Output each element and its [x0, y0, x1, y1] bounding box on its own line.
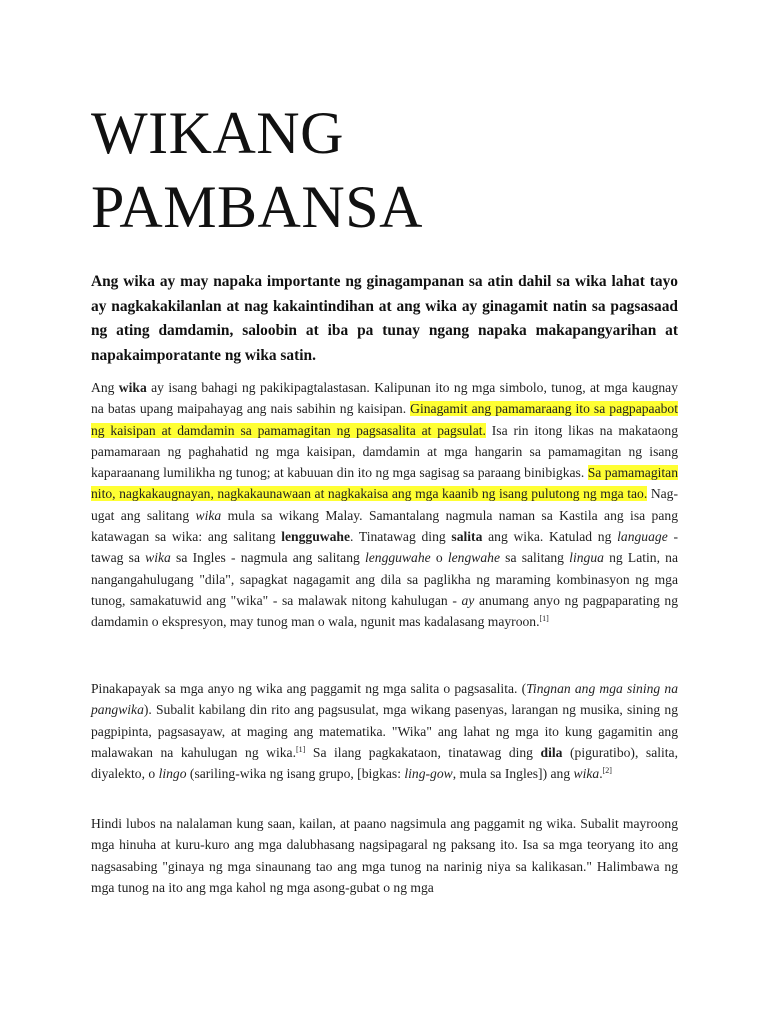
- bold-term-lengguwahe: lengguwahe: [281, 529, 350, 545]
- text-run: ). Subalit kabilang din rito ang pagsusulat, mga wikang pasenyas, larangan ng musika, sining ng pagpipinta, pagsasayaw, at maging ang matematika. "Wika" ang lahat ng mga ito kung gagamitin ang malawakan na kahulugan ng wika.: [91, 702, 678, 760]
- citation-1[interactable]: [1]: [296, 744, 306, 754]
- italic-term: wika: [573, 766, 600, 782]
- text-run: Hindi lubos na nalalaman kung saan, kailan, at paano nagsimula ang paggamit ng wika. Subalit mayroong mga hinuha at kuru-kuro ang mga dalubhasang nagsipagaral ng paksang ito. Isa sa mga teoryang ito ang nagsasabing "ginaya ng mga sinaunang tao ang mga tunog na narinig niya sa kalikasan." Halimbawa ng mga tunog na ito ang mga kahol ng mga asong-gubat o ng mga: [91, 816, 678, 895]
- italic-term: wika: [145, 550, 171, 566]
- text-run: Ang: [91, 380, 119, 395]
- text-run: anumang anyo ng pagpaparating ng damdamin o ekspresyon, may tunog man o wala, ngunit mas kadalasang mayroon.: [91, 592, 679, 630]
- italic-term: ay: [461, 592, 475, 608]
- text-run: sa Ingles - nagmula ang salitang: [170, 550, 365, 566]
- citation-1[interactable]: [1]: [539, 614, 549, 624]
- italic-term: wika: [195, 507, 222, 523]
- text-run: Pinakapayak sa mga anyo ng wika ang paggamit ng mga salita o pagsasalita. (: [91, 681, 527, 696]
- text-run: (sariling-wika ng isang grupo, [bigkas:: [186, 766, 405, 782]
- text-run: Nag-ugat ang salitang: [91, 486, 679, 523]
- italic-term: lengguwahe: [364, 550, 431, 566]
- bold-term-wika: wika: [118, 380, 147, 395]
- italic-reference: Tingnan ang mga sining na pangwika: [91, 681, 678, 718]
- document-title: [91, 96, 691, 244]
- text-run: , mula sa Ingles]) ang: [452, 766, 574, 782]
- text-run: Sa ilang pagkakataon, tinatawag ding: [305, 744, 541, 760]
- body-paragraph-1: [91, 377, 678, 633]
- text-run: o: [430, 550, 448, 566]
- title-line-1: WIKANG: [91, 100, 344, 166]
- text-run: (piguratibo), salita, diyalekto, o: [91, 744, 678, 782]
- title-line-2: PAMBANSA: [91, 174, 423, 240]
- text-run: - tawag sa: [91, 529, 678, 566]
- body-paragraph-3: [91, 813, 678, 898]
- highlighted-text: Ginagamit ang pamamaraang ito sa pagpapaabot ng kaisipan at damdamin sa pamamagitan ng pagsasalita at pagsulat.: [91, 401, 678, 438]
- text-run: ang wika. Katulad ng: [482, 529, 618, 545]
- body-paragraph-2: [91, 678, 678, 784]
- text-run: Isa rin itong likas na makataong pamamaraan ng paghahatid ng mga kaisipan, damdamin at mga hangarin sa pamamagitan ng isang kaparaanang lumilikha ng tunog; at kabuuan din ito ng mga sagisag sa paraang binibigkas.: [91, 422, 678, 481]
- lead-paragraph: Ang wika ay may napaka importante ng ginagampanan sa atin dahil sa wika lahat tayo ay nagkakakilanlan at nag kakaintindihan at ang wika ay ginagamit natin sa pagsasaad ng ating damdamin, saloobin at iba pa tunay ngang napaka makapangyarihan at napakaimporatante ng wika satin.: [91, 273, 678, 364]
- text-run: mula sa wikang Malay. Samantalang nagmula naman sa Kastila ang isa pang katawagan sa wika: ang salitang: [91, 507, 678, 545]
- text-run: ng Latin, na nangangahulugang "dila", sapagkat nagagamit ang dila sa paglikha ng maraming kombinasyon ng mga tunog, samakatuwid ang "wika" - sa malawak nitong kahulugan -: [91, 550, 679, 608]
- text-run: .: [599, 766, 603, 782]
- italic-term: lingo: [158, 766, 187, 782]
- bold-term-dila: dila: [540, 744, 563, 760]
- citation-2[interactable]: [2]: [602, 766, 612, 776]
- italic-term: lengwahe: [447, 550, 500, 566]
- bold-term-salita: salita: [451, 529, 483, 545]
- text-run: ay isang bahagi ng pakikipagtalastasan. Kalipunan ito ng mga simbolo, tunog, at mga kaugnay na batas upang maipahayag ang nais sabihin ng kaisipan.: [91, 380, 678, 417]
- text-run: sa salitang: [499, 550, 570, 566]
- highlighted-text: Sa pamamagitan nito, nagkakaugnayan, nagkakaunawaan at nagkakaisa ang mga kaanib ng isang pulutong ng mga tao.: [91, 465, 678, 502]
- italic-term: language: [617, 529, 668, 545]
- text-run: . Tinatawag ding: [349, 529, 452, 545]
- italic-term: lingua: [569, 550, 604, 566]
- italic-term: ling-gow: [404, 766, 453, 782]
